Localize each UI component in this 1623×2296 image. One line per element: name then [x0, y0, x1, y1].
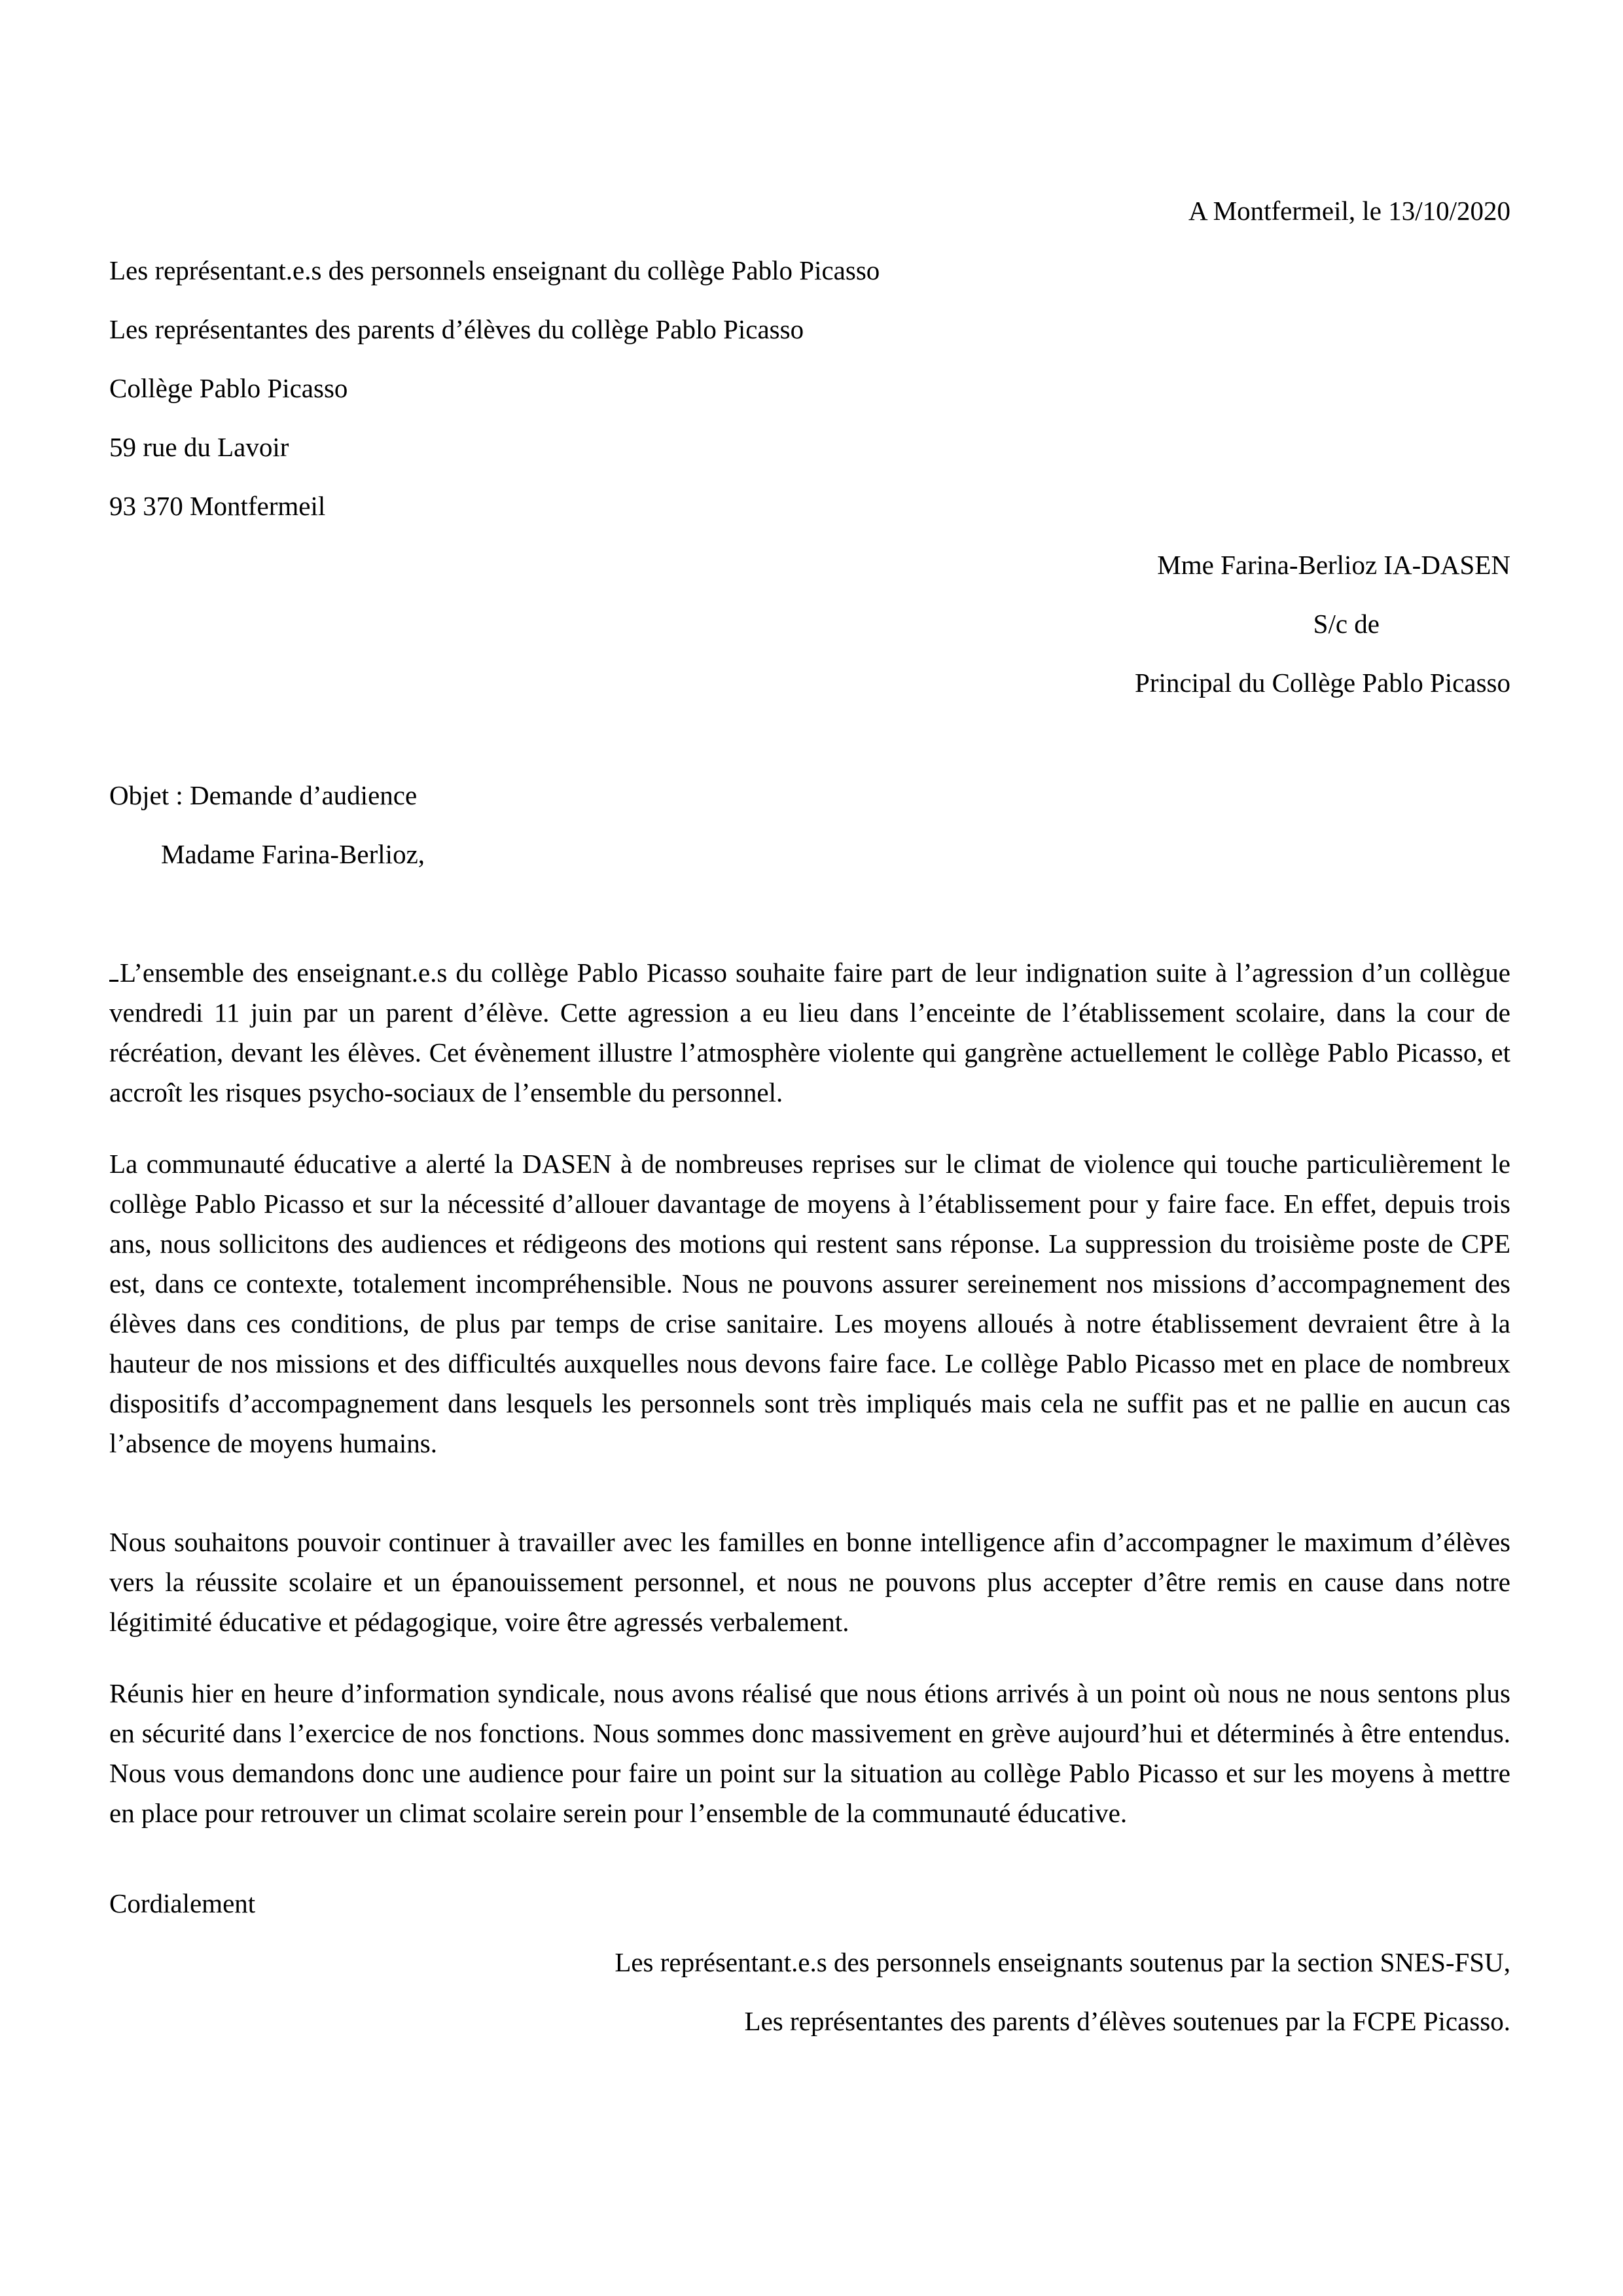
body-paragraph-1-text: L’ensemble des enseignant.e.s du collège Pablo Picasso souhaite faire part de leur indignation suite à l’agression d’un collègue vendredi 11 juin par un parent d’élève. Cette agression a eu lieu dans l’enceinte de l’établissement scolaire, dans la cour de récréation, devant les élèves. Cet évènement illustre l’atmosphère violente qui gangrène actuellement le collège Pablo Picasso, et accroît les risques psycho-sociaux de l’ensemble du personnel. [109, 958, 1510, 1107]
body-paragraph-2: La communauté éducative a alerté la DASEN à de nombreuses reprises sur le climat de violence qui touche particulièrement le collège Pablo Picasso et sur la nécessité d’allouer davantage de moyens à l’établissement pour y faire face. En effet, depuis trois ans, nous sollicitons des audiences et rédigeons des motions qui restent sans réponse. La suppression du troisième poste de CPE est, dans ce contexte, totalement incompréhensible. Nous ne pouvons assurer sereinement nos missions d’accompagnement des élèves dans ces conditions, de plus par temps de crise sanitaire. Les moyens alloués à notre établissement devraient être à la hauteur de nos missions et des difficultés auxquelles nous devons faire face. Le collège Pablo Picasso met en place de nombreux dispositifs d’accompagnement dans lesquels les personnels sont très impliqués mais cela ne suffit pas et ne pallie en aucun cas l’absence de moyens humains. [109, 1149, 1510, 1458]
letter-salutation: Madame Farina-Berlioz, [161, 839, 425, 869]
sender-line-city: 93 370 Montfermeil [109, 491, 326, 521]
letter-subject: Objet : Demande d’audience [109, 780, 418, 810]
letter-date: A Montfermeil, le 13/10/2020 [1188, 196, 1510, 226]
body-paragraph-1 [109, 953, 1510, 1113]
underline-mark [109, 980, 118, 982]
recipient-via: S/c de [1313, 609, 1380, 639]
body-paragraph-4: Réunis hier en heure d’information syndicale, nous avons réalisé que nous étions arrivés à un point où nous ne nous sentons plus en sécurité dans l’exercice de nos fonctions. Nous sommes donc massivement en grève aujourd’hui et déterminés à être entendus. Nous vous demandons donc une audience pour faire un point sur la situation au collège Pablo Picasso et sur les moyens à mettre en place pour retrouver un climat scolaire serein pour l’ensemble de la communauté éducative. [109, 1678, 1510, 1828]
recipient-principal: Principal du Collège Pablo Picasso [1135, 668, 1510, 698]
signature-parents: Les représentantes des parents d’élèves soutenues par la FCPE Picasso. [744, 2006, 1510, 2036]
signature-teachers: Les représentant.e.s des personnels enseignants soutenus par la section SNES-FSU, [615, 1947, 1510, 1977]
letter-closing: Cordialement [109, 1888, 256, 1918]
sender-line-teachers: Les représentant.e.s des personnels enseignant du collège Pablo Picasso [109, 255, 880, 285]
sender-line-school: Collège Pablo Picasso [109, 373, 348, 403]
body-paragraph-3: Nous souhaitons pouvoir continuer à travailler avec les familles en bonne intelligence afin d’accompagner le maximum d’élèves vers la réussite scolaire et un épanouissement personnel, et nous ne pouvons plus accepter d’être remis en cause dans notre légitimité éducative et pédagogique, voire être agressés verbalement. [109, 1527, 1510, 1637]
sender-line-street: 59 rue du Lavoir [109, 432, 289, 462]
sender-line-parents: Les représentantes des parents d’élèves du collège Pablo Picasso [109, 314, 804, 344]
recipient-name: Mme Farina-Berlioz IA-DASEN [1157, 550, 1510, 580]
